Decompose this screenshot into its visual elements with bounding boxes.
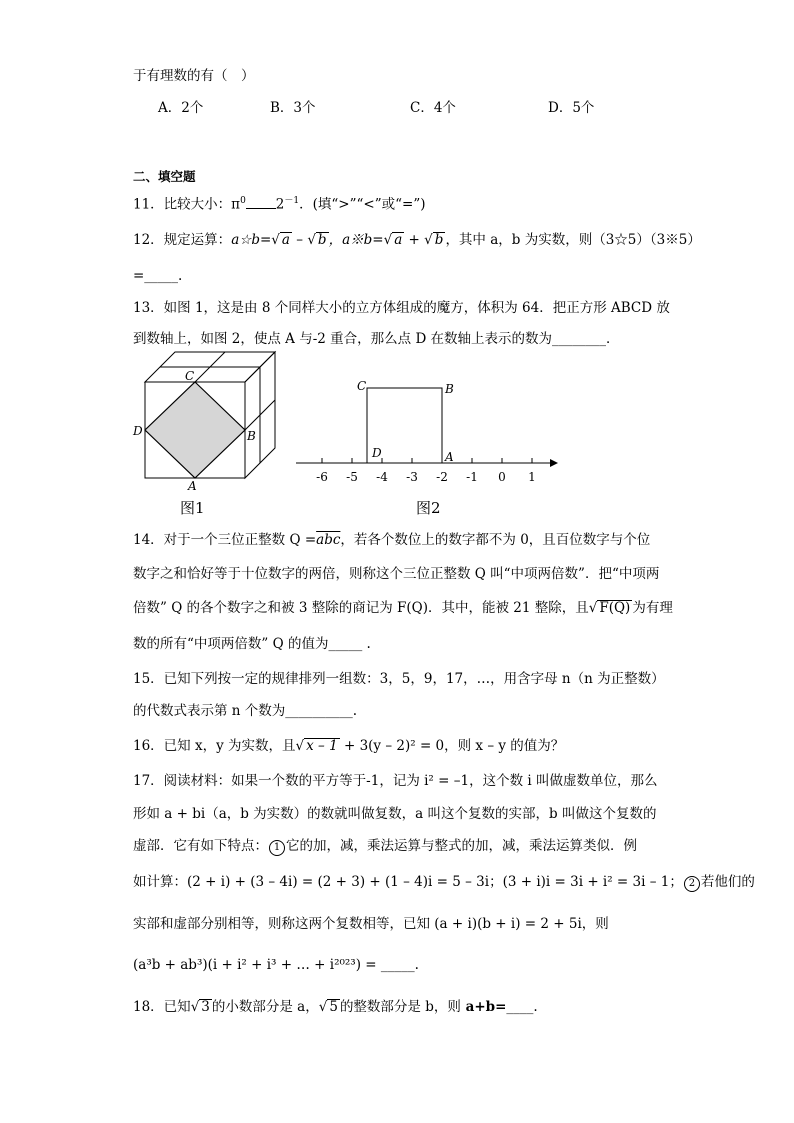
q12-line2: =_____.	[133, 268, 183, 284]
fig2-label-a: A	[445, 450, 454, 464]
q17-line5: 实部和虚部分别相等，则称这两个复数相等，已知 (a + i)(b + i) = 2 + 5i，则	[133, 916, 609, 932]
circled-one: 1	[269, 840, 285, 856]
q14-l3-post: 为有理	[632, 600, 673, 616]
fig2-caption: 图2	[416, 499, 441, 517]
section-title: 二、填空题	[133, 169, 196, 184]
q17-line3	[133, 836, 637, 856]
q14-l1-post: ，若各个数位上的数字都不为 0，且百位数字与个位	[340, 532, 651, 548]
q18: 18．已知√ 3 的小数部分是 a，√ 5 的整数部分是 b，则 a+b=____.	[133, 999, 538, 1015]
q12-prefix: 12．规定运算：	[133, 232, 232, 248]
q16-sqrt: x – 1	[306, 738, 338, 754]
q14-line1	[133, 530, 650, 550]
figure-2-number-line	[292, 375, 562, 520]
axis-arrow	[550, 459, 558, 467]
q17-line6: (a³b + ab³)(i + i² + i³ + … + i²⁰²³) = _____.	[133, 957, 419, 973]
q17-l3-pre: 虚部．它有如下特点：	[133, 838, 268, 854]
q14-abc: $\overline{abc}$	[316, 532, 341, 548]
q14-line3: 倍数” Q 的各个数字之和被 3 整除的商记为 F(Q)．其中，能被 21 整除，且√ F(Q) 为有理	[133, 600, 673, 616]
q12-sqrt-a2: a	[394, 232, 403, 248]
axis-tick-label: 1	[528, 470, 536, 484]
q12-op2: ，a※b=	[328, 232, 384, 248]
option-d: D．5个	[548, 100, 595, 116]
q12-minus: –	[291, 232, 308, 248]
q15-line2: 的代数式表示第 n 个数为__________.	[133, 703, 358, 719]
q12: 12．规定运算：a☆b=√ a – √ b ，a※b=√ a + √ b ，其中 a，b 为实数，则（3☆5）（3※5）	[133, 232, 701, 248]
q14-l3-pre: 倍数” Q 的各个数字之和被 3 整除的商记为 F(Q)．其中，能被 21 整除，且	[133, 600, 589, 616]
option-c: C．4个	[410, 100, 456, 116]
fig1-label-d: D	[133, 424, 143, 438]
q14-line2: 数字之和恰好等于十位数字的两倍，则称这个三位正整数 Q 叫“中项两倍数”．把“中项两	[133, 566, 660, 582]
q13-line2: 到数轴上，如图 2，使点 A 与-2 重合，那么点 D 在数轴上表示的数为________．	[133, 331, 620, 347]
q12-sqrt-b2: b	[434, 232, 444, 248]
q18-sqrt-3: 3	[201, 999, 210, 1015]
q17-l3-post: 它的加，减，乘法运算与整式的加，减，乘法运算类似．例	[286, 838, 637, 854]
fig1-label-b: B	[247, 429, 256, 443]
q11-exp1: －1	[284, 196, 300, 206]
axis-tick-label: 0	[498, 470, 506, 484]
q15-line1: 15．已知下列按一定的规律排列一组数：3，5，9，17，…，用含字母 n（n 为正整数）	[133, 671, 665, 687]
q18-sqrt-5: 5	[329, 999, 338, 1015]
circled-two: 2	[684, 876, 700, 892]
q17-line4	[133, 872, 755, 892]
q16: 16．已知 x，y 为实数，且√ x – 1 + 3(y – 2)² = 0，则 x – y 的值为？	[133, 738, 565, 754]
fig2-label-b: B	[445, 382, 454, 396]
option-b: B．3个	[270, 100, 316, 116]
axis-tick-label: -5	[346, 470, 358, 484]
fig2-label-d: D	[372, 446, 382, 460]
option-a: A．2个	[158, 100, 204, 116]
figure-1-cube	[125, 350, 300, 520]
q12-plus: +	[404, 232, 425, 248]
q17-l4-pre: 如计算：(2 + i) + (3 – 4i) = (2 + 3) + (1 – 4)i = 5 – 3i；(3 + i)i = 3i + i² = 3i – 1；	[133, 874, 683, 890]
q11-prefix: 11．比较大小：π	[133, 196, 241, 213]
fig2-label-c: C	[357, 379, 367, 393]
fig1-label-a: A	[188, 479, 197, 493]
q10-tail: 于有理数的有（ ）	[133, 68, 255, 84]
q13-line1: 13．如图 1，这是由 8 个同样大小的立方体组成的魔方，体积为 64．把正方形 ABCD 放	[133, 300, 670, 316]
fig1-label-c: C	[185, 369, 195, 383]
axis-tick-label: -3	[406, 470, 418, 484]
axis-tick-label: -6	[316, 470, 328, 484]
fig1-caption: 图1	[180, 499, 205, 517]
q11-exp0: 0	[240, 196, 246, 206]
q14-sqrt: F(Q)	[599, 600, 631, 616]
axis-tick-label: -2	[436, 470, 448, 484]
q12-sqrt-a: a	[281, 232, 290, 248]
q11-blank	[246, 195, 276, 209]
q14-l1-pre: 14．对于一个三位正整数 Q =	[133, 532, 317, 548]
q16-pre: 16．已知 x，y 为实数，且	[133, 738, 296, 754]
q18-pre: 18．已知	[133, 999, 191, 1015]
q14-line4: 数的所有“中项两倍数” Q 的值为_____ .	[133, 636, 371, 652]
q11-suffix: ．(填“>”“<”或“=”)	[299, 196, 426, 213]
q12-text: ，其中 a，b 为实数，则（3☆5）（3※5）	[445, 232, 701, 248]
q18-bold: a+b=	[460, 999, 507, 1015]
axis-tick-label: -1	[466, 470, 478, 484]
q12-sqrt-b: b	[317, 232, 327, 248]
q17-l4-post: 若他们的	[700, 874, 755, 890]
q18-post: 的整数部分是 b，则	[339, 999, 461, 1015]
square-abcd	[145, 382, 245, 478]
q18-end: ____.	[506, 999, 538, 1015]
q17-line1: 17．阅读材料：如果一个数的平方等于-1，记为 i² = –1，这个数 i 叫做虚数单位，那么	[133, 773, 658, 789]
q12-op1: a☆b=	[231, 232, 272, 248]
q17-line2: 形如 a + bi（a，b 为实数）的数就叫做复数，a 叫这个复数的实部，b 叫做这个复数的	[133, 806, 657, 822]
q11-mid: 2	[275, 196, 285, 213]
q16-mid: + 3(y – 2)² = 0，则 x – y 的值为？	[339, 738, 565, 754]
q11	[133, 191, 426, 215]
q18-mid: 的小数部分是 a，	[211, 999, 319, 1015]
axis-tick-label: -4	[376, 470, 388, 484]
